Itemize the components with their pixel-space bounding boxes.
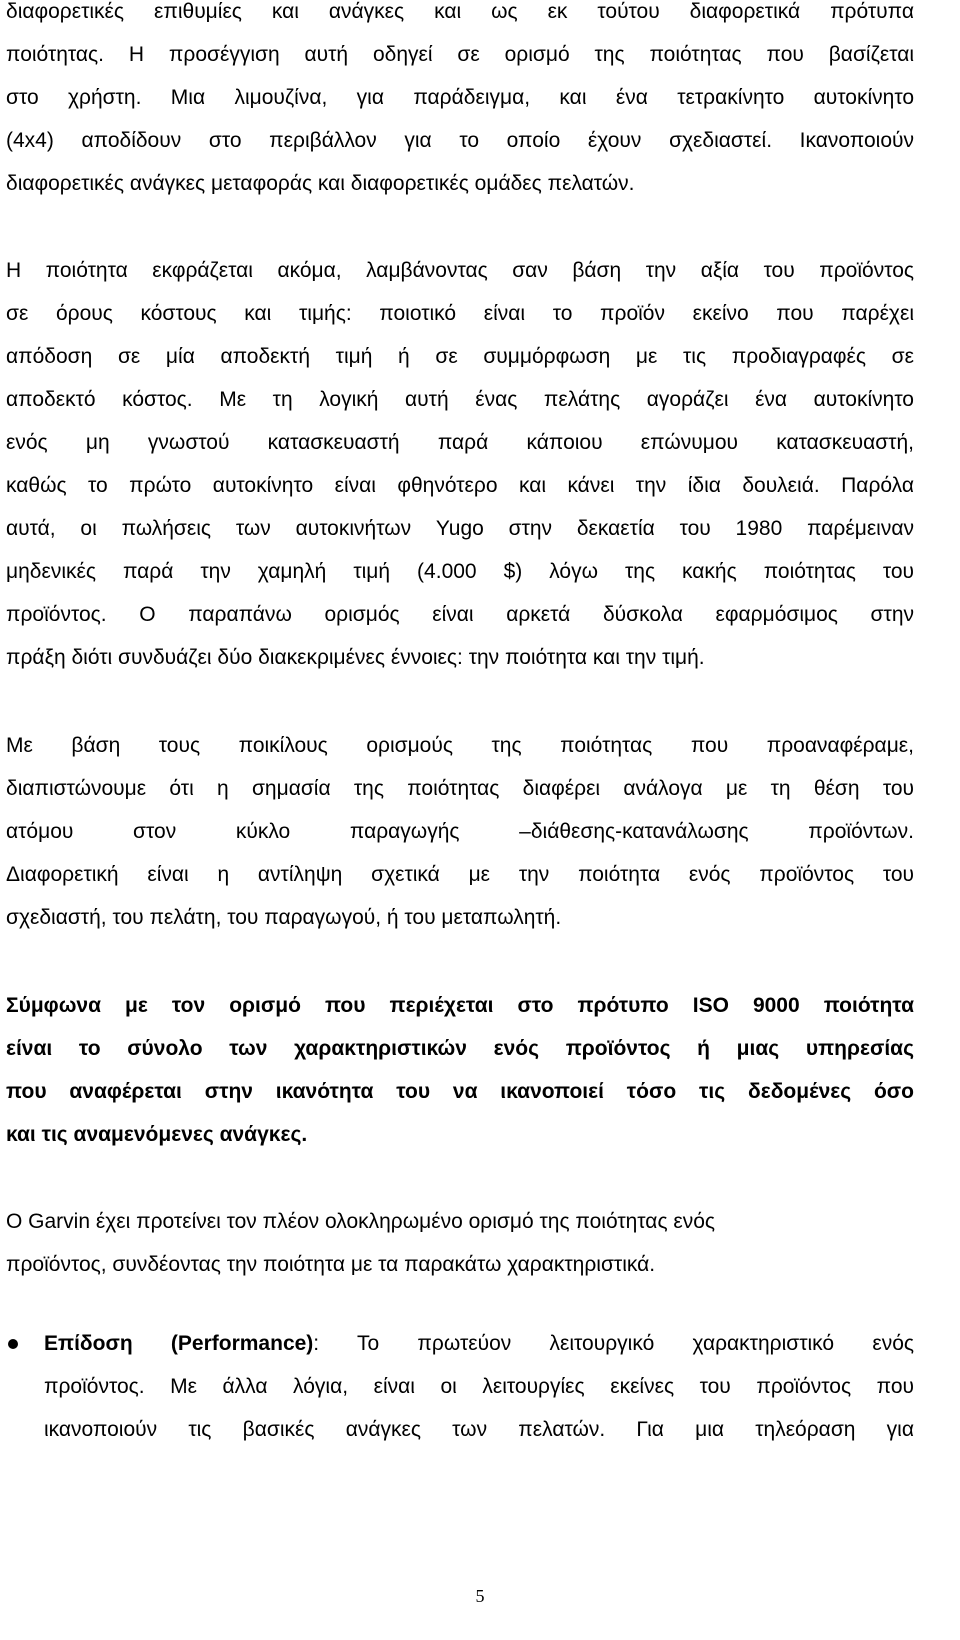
paragraph-4-line-1: Σύμφωνα με τον ορισμό που περιέχεται στο πρότυπο ISO 9000 ποιότητα (6, 994, 914, 1017)
paragraph-5-line-2: προϊόντος, συνδέοντας την ποιότητα με τα παρακάτω χαρακτηριστικά. (6, 1253, 656, 1276)
paragraph-5-line-1: Ο Garvin έχει προτείνει τον πλέον ολοκληρωμένο ορισμό της ποιότητας ενός (6, 1210, 716, 1233)
paragraph-2-line-4: αποδεκτό κόστος. Με τη λογική αυτή ένας πελάτης αγοράζει ένα αυτοκίνητο (6, 388, 914, 411)
paragraph-2-line-10: πράξη διότι συνδυάζει δύο διακεκριμένες έννοιες: την ποιότητα και την τιμή. (6, 646, 705, 669)
paragraph-3-line-5: σχεδιαστή, του πελάτη, του παραγωγού, ή του μεταπωλητή. (6, 906, 562, 929)
paragraph-1-line-3: στο χρήστη. Μια λιμουζίνα, για παράδειγμα, και ένα τετρακίνητο αυτοκίνητο (6, 86, 914, 109)
bullet-1-first-line-rest: : Το πρωτεύον λειτουργικό χαρακτηριστικό ενός (313, 1332, 914, 1355)
paragraph-2-line-1: Η ποιότητα εκφράζεται ακόμα, λαμβάνοντας σαν βάση την αξία του προϊόντος (6, 259, 914, 282)
page-number: 5 (475, 1586, 485, 1606)
paragraph-1-line-4: (4x4) αποδίδουν στο περιβάλλον για το οποίο έχουν σχεδιαστεί. Ικανοποιούν (6, 129, 914, 152)
paragraph-1-line-2: ποιότητας. Η προσέγγιση αυτή οδηγεί σε ορισμό της ποιότητας που βασίζεται (6, 43, 914, 66)
paragraph-3-line-2: διαπιστώνουμε ότι η σημασία της ποιότητας διαφέρει ανάλογα με τη θέση του (6, 777, 914, 800)
paragraph-3-line-4: Διαφορετική είναι η αντίληψη σχετικά με την ποιότητα ενός προϊόντος του (6, 863, 914, 886)
bullet-1-term: Επίδοση (Performance) (44, 1332, 314, 1355)
paragraph-2-line-3: απόδοση σε μία αποδεκτή τιμή ή σε συμμόρφωση με τις προδιαγραφές σε (6, 345, 914, 368)
paragraph-2-line-7: αυτά, οι πωλήσεις των αυτοκινήτων Yugo στην δεκαετία του 1980 παρέμειναν (6, 517, 914, 540)
paragraph-4-line-2: είναι το σύνολο των χαρακτηριστικών ενός προϊόντος ή μιας υπηρεσίας (6, 1037, 914, 1060)
paragraph-2-line-9: προϊόντος. Ο παραπάνω ορισμός είναι αρκετά δύσκολα εφαρμόσιμος στην (6, 603, 914, 626)
paragraph-4-line-3: που αναφέρεται στην ικανότητα του να ικανοποιεί τόσο τις δεδομένες όσο (6, 1080, 914, 1103)
paragraph-2-line-2: σε όρους κόστους και τιμής: ποιοτικό είναι το προϊόν εκείνο που παρέχει (6, 302, 914, 325)
bullet-1-line-1 (44, 1331, 914, 1357)
paragraph-2-line-6: καθώς το πρώτο αυτοκίνητο είναι φθηνότερο και κάνει την ίδια δουλειά. Παρόλα (6, 474, 914, 497)
paragraph-4-line-4: και τις αναμενόμενες ανάγκες. (6, 1123, 308, 1146)
paragraph-2-line-8: μηδενικές παρά την χαμηλή τιμή (4.000 $) λόγω της κακής ποιότητας του (6, 560, 914, 583)
bullet-1-line-2: προϊόντος. Με άλλα λόγια, είναι οι λειτουργίες εκείνες του προϊόντος που (44, 1375, 914, 1398)
paragraph-3-line-1: Με βάση τους ποικίλους ορισμούς της ποιότητας που προαναφέραμε, (6, 734, 914, 757)
bullet-1-line-3: ικανοποιούν τις βασικές ανάγκες των πελατών. Για μια τηλεόραση για (44, 1418, 914, 1441)
paragraph-3-line-3: ατόμου στον κύκλο παραγωγής –διάθεσης-κατανάλωσης προϊόντων. (6, 820, 914, 843)
paragraph-2-line-5: ενός μη γνωστού κατασκευαστή παρά κάποιου επώνυμου κατασκευαστή, (6, 431, 914, 454)
bullet-icon (8, 1339, 18, 1349)
paragraph-1-line-5: διαφορετικές ανάγκες μεταφοράς και διαφορετικές ομάδες πελατών. (6, 172, 635, 195)
paragraph-1-line-1: διαφορετικές επιθυμίες και ανάγκες και ως εκ τούτου διαφορετικά πρότυπα (6, 0, 914, 23)
